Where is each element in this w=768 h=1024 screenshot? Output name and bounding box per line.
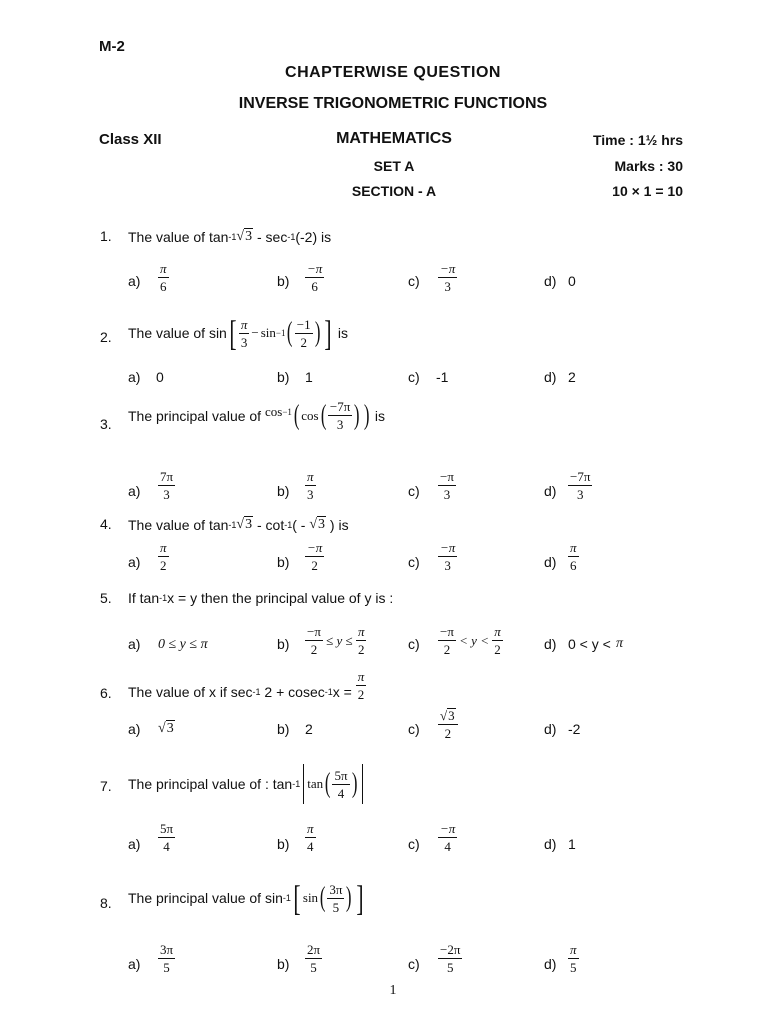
question-3-options bbox=[0, 470, 768, 510]
option-b-value: $\frac{\pi}{4}$ bbox=[307, 821, 314, 854]
option-d-value: $\frac{\pi}{6}$ bbox=[570, 540, 577, 573]
option-c-label: c) bbox=[408, 721, 420, 737]
option-b-value: $\frac{-\pi}{6}$ bbox=[307, 261, 323, 294]
section-label: SECTION - A bbox=[351, 183, 437, 199]
option-a-value: 0 ≤ y ≤ π bbox=[158, 637, 208, 652]
question-number: 6. bbox=[100, 685, 112, 701]
document-code: M-2 bbox=[99, 38, 125, 55]
question-number: 2. bbox=[100, 329, 112, 345]
option-b-label: b) bbox=[277, 483, 290, 499]
option-a-label: a) bbox=[128, 369, 141, 385]
option-b-label: b) bbox=[277, 369, 290, 385]
option-b-value: 1 bbox=[305, 369, 313, 385]
option-d-label: d) bbox=[544, 483, 557, 499]
option-b-label: b) bbox=[277, 836, 290, 852]
question-text: The value of sin [ $\frac{\pi}{3}$ − sin −1 ( $\frac{-1}{2}$ ) ] is bbox=[128, 313, 348, 353]
sqrt-symbol: √ 3 bbox=[309, 517, 326, 532]
option-b-label: b) bbox=[277, 956, 290, 972]
option-a-value: $\frac{5\pi}{4}$ bbox=[160, 821, 174, 854]
option-b-value: $\frac{\pi}{3}$ bbox=[307, 469, 314, 502]
option-d-value: 1 bbox=[568, 836, 576, 852]
option-d-value: -2 bbox=[568, 721, 581, 737]
option-b-label: b) bbox=[277, 554, 290, 570]
option-c-label: c) bbox=[408, 483, 420, 499]
option-d-label: d) bbox=[544, 956, 557, 972]
question-text: The value of tan -1 √ 3 - sec -1 (-2) is bbox=[128, 228, 332, 245]
question-number: 3. bbox=[100, 416, 112, 432]
option-d-label: d) bbox=[544, 836, 557, 852]
option-c-value: $\frac{-2\pi}{5}$ bbox=[440, 942, 461, 975]
option-b-value: $\frac{-\pi}{2}$ ≤ y ≤ $\frac{\pi}{2}$ bbox=[307, 624, 365, 657]
option-c-label: c) bbox=[408, 836, 420, 852]
option-a-label: a) bbox=[128, 273, 141, 289]
question-8-options bbox=[0, 943, 768, 983]
option-d-value: $\frac{\pi}{5}$ bbox=[570, 942, 577, 975]
section-marks: 10 × 1 = 10 bbox=[612, 183, 683, 199]
question-text: The value of x if sec -1 2 + cosec -1 x = $\frac{\pi}{2}$ bbox=[128, 669, 365, 702]
question-text: The principal value of cos −1 ( cos ( $\frac{-7\pi}{3}$ ) ) is bbox=[128, 399, 385, 432]
page-title: CHAPTERWISE QUESTION bbox=[285, 64, 501, 81]
option-d-label: d) bbox=[544, 554, 557, 570]
question-6 bbox=[0, 670, 768, 710]
option-c-value: $\frac{-\pi}{2}$ < y < $\frac{\pi}{2}$ bbox=[440, 624, 501, 657]
option-c-value: √ 3 2 bbox=[438, 708, 458, 740]
option-d-value: $\frac{-7\pi}{3}$ bbox=[570, 469, 591, 502]
option-c-value: $\frac{-\pi}{3}$ bbox=[440, 540, 456, 573]
option-a-label: a) bbox=[128, 554, 141, 570]
question-number: 5. bbox=[100, 590, 112, 606]
question-text: If tan -1 x = y then the principal value of y is : bbox=[128, 590, 394, 606]
subject-label: MATHEMATICS bbox=[336, 130, 452, 147]
marks-label: Marks : 30 bbox=[614, 158, 683, 174]
option-d-label: d) bbox=[544, 636, 557, 652]
option-d-value: 0 < y < bbox=[568, 636, 615, 652]
question-number: 8. bbox=[100, 895, 112, 911]
question-8 bbox=[0, 878, 768, 924]
option-a-value: √ 3 bbox=[158, 721, 174, 736]
question-6-options bbox=[0, 708, 768, 752]
question-number: 7. bbox=[100, 778, 112, 794]
question-4-options bbox=[0, 541, 768, 581]
option-a-value: $\frac{7\pi}{3}$ bbox=[160, 469, 174, 502]
question-7 bbox=[0, 762, 768, 808]
page-subtitle: INVERSE TRIGONOMETRIC FUNCTIONS bbox=[238, 95, 548, 112]
option-a-value: $\frac{\pi}{6}$ bbox=[160, 261, 167, 294]
option-c-value: $\frac{-\pi}{3}$ bbox=[440, 469, 454, 502]
sqrt-symbol: √ 3 bbox=[236, 517, 253, 532]
set-label: SET A bbox=[373, 158, 415, 174]
question-text: The value of tan -1 √ 3 - cot -1 ( - √ 3 ) is bbox=[128, 516, 349, 533]
option-c-label: c) bbox=[408, 554, 420, 570]
option-b-value: $\frac{-\pi}{2}$ bbox=[307, 540, 323, 573]
question-number: 1. bbox=[100, 228, 112, 244]
option-b-value: $\frac{2\pi}{5}$ bbox=[307, 942, 321, 975]
option-b-label: b) bbox=[277, 273, 290, 289]
page-number: 1 bbox=[389, 983, 397, 998]
option-c-label: c) bbox=[408, 636, 420, 652]
question-text: The principal value of : tan -1 tan ( $\frac{5\pi}{4}$ ) bbox=[128, 764, 366, 804]
question-7-options bbox=[0, 822, 768, 862]
option-c-value: -1 bbox=[436, 369, 449, 385]
question-3 bbox=[0, 398, 768, 446]
option-d-label: d) bbox=[544, 273, 557, 289]
option-a-value: 0 bbox=[156, 369, 164, 385]
option-a-value: $\frac{3\pi}{5}$ bbox=[160, 942, 174, 975]
option-b-label: b) bbox=[277, 636, 290, 652]
option-a-label: a) bbox=[128, 956, 141, 972]
option-d-label: d) bbox=[544, 369, 557, 385]
option-c-label: c) bbox=[408, 956, 420, 972]
question-5-options: a) 0 ≤ y ≤ π b) $\frac{-\pi}{2}$ ≤ y ≤ $\frac{\pi}{2}$ c) $\frac{-\pi}{2}$ < y < $\frac{\pi}{2}$ d) 0 < y < π bbox=[128, 624, 624, 657]
option-c-value: $\frac{-\pi}{4}$ bbox=[440, 821, 456, 854]
option-b-label: b) bbox=[277, 721, 290, 737]
option-a-label: a) bbox=[128, 836, 141, 852]
question-text: The principal value of sin -1 [ sin ( $\frac{3\pi}{5}$ ) ] bbox=[128, 878, 364, 918]
class-label: Class XII bbox=[99, 131, 162, 148]
option-c-label: c) bbox=[408, 369, 420, 385]
time-label: Time : 1½ hrs bbox=[592, 132, 683, 148]
option-a-label: a) bbox=[128, 721, 141, 737]
option-b-value: 2 bbox=[305, 721, 313, 737]
option-c-label: c) bbox=[408, 273, 420, 289]
question-2 bbox=[0, 313, 768, 359]
question-1-options bbox=[0, 262, 768, 302]
option-d-label: d) bbox=[544, 721, 557, 737]
option-a-value: $\frac{\pi}{2}$ bbox=[160, 540, 167, 573]
question-number: 4. bbox=[100, 516, 112, 532]
option-d-value: 0 bbox=[568, 273, 576, 289]
option-c-value: $\frac{-\pi}{3}$ bbox=[440, 261, 456, 294]
option-a-label: a) bbox=[128, 483, 141, 499]
sqrt-symbol: √ 3 bbox=[236, 229, 253, 244]
option-a-label: a) bbox=[128, 636, 141, 652]
option-d-value: 2 bbox=[568, 369, 576, 385]
